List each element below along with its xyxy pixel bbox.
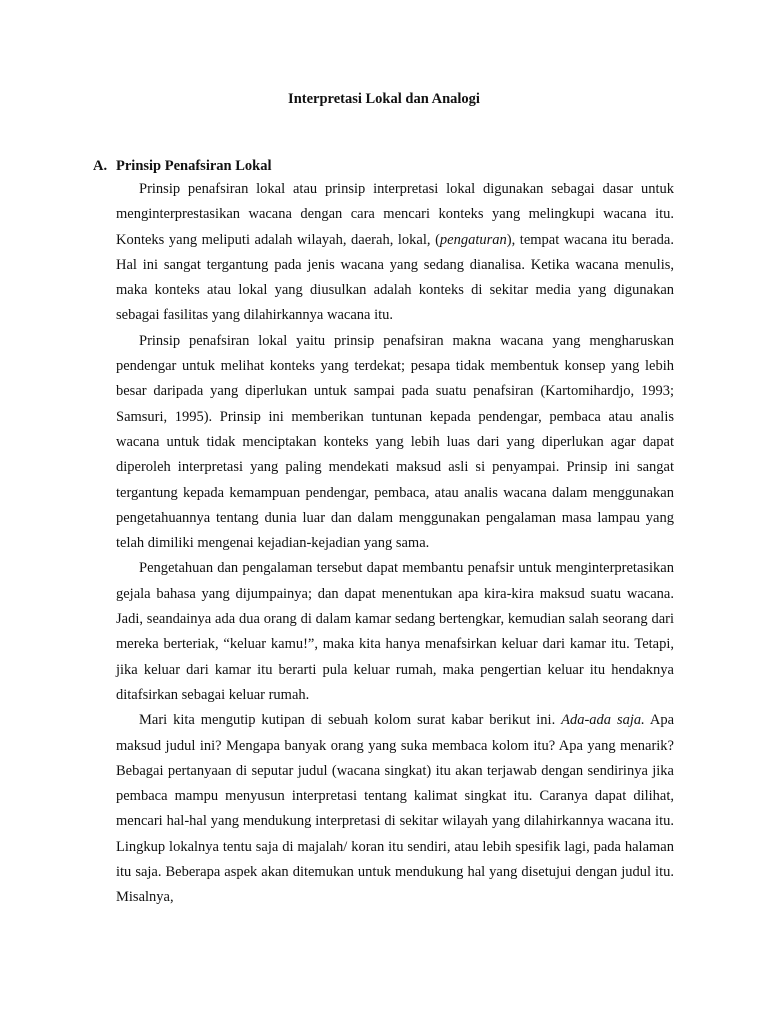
section-letter: A.	[93, 158, 108, 174]
paragraph-2: Prinsip penafsiran lokal yaitu prinsip penafsiran makna wacana yang mengharuskan pendengar untuk melihat konteks yang terdekat; pesapa tidak membentuk konsep yang lebih besar daripada yang diperlukan untuk sampai pada suatu penafsiran (Kartomihardjo, 1993; Samsuri, 1995). Prinsip ini memberikan tuntunan kepada pendengar, pembaca atau analis wacana untuk tidak menciptakan konteks yang lebih luas dari yang diperlukan agar dapat diperoleh interpretasi yang paling mendekati maksud asli si penyampai. Prinsip ini sangat tergantung kepada kemampuan pendengar, pembaca, atau analis wacana dalam menggunakan pengetahuannya tentang dunia luar dan dalam menggunakan pengalaman masa lampau yang telah dimiliki mengenai kejadian-kejadian yang sama.	[116, 332, 674, 552]
section-heading	[93, 156, 272, 176]
section-heading-text: Prinsip Penafsiran Lokal	[116, 158, 272, 174]
paragraph-1: Prinsip penafsiran lokal atau prinsip interpretasi lokal digunakan sebagai dasar untuk menginterprestasikan wacana dengan cara mencari konteks yang melingkupi wacana itu. Konteks yang meliputi adalah wilayah, daerah, lokal, (pengaturan), tempat wacana itu berada. Hal ini sangat tergantung pada jenis wacana yang sedang dianalisa. Ketika wacana menulis, maka konteks atau lokal yang diusulkan adalah konteks di sekitar media yang digunakan sebagai fasilitas yang dilahirkannya wacana itu.	[116, 181, 674, 324]
section-body	[116, 177, 674, 911]
italic-term: pengaturan	[439, 231, 507, 248]
paragraph-4: Mari kita mengutip kutipan di sebuah kolom surat kabar berikut ini. Ada-ada saja. Apa maksud judul ini? Mengapa banyak orang yang suka membaca kolom itu? Apa yang menarik? Bebagai pertanyaan di seputar judul (wacana singkat) itu akan terjawab dengan sendirinya jika pembaca mampu menyusun interpretasi tentang kalimat singkat itu. Caranya dapat dilihat, mencari hal-hal yang mendukung interpretasi di sekitar wilayah yang dilahirkannya wacana itu. Lingkup lokalnya tentu saja di majalah/ koran itu sendiri, atau lebih spesifik lagi, pada halaman itu saja. Beberapa aspek akan ditemukan untuk mendukung hal yang disetujui dengan judul itu. Misalnya,	[116, 712, 675, 906]
paragraph-3: Pengetahuan dan pengalaman tersebut dapat membantu penafsir untuk menginterpretasikan gejala bahasa yang dijumpainya; dan dapat menentukan apa kira-kira maksud suatu wacana. Jadi, seandainya ada dua orang di dalam kamar sedang bertengkar, kemudian salah seorang dari mereka berteriak, “keluar kamu!”, maka kita hanya menafsirkan keluar dari kamar itu. Tetapi, jika keluar dari kamar itu berarti pula keluar rumah, maka pengertian keluar itu hendaknya ditafsirkan sebagai keluar rumah.	[116, 560, 674, 703]
document-title: Interpretasi Lokal dan Analogi	[288, 91, 480, 107]
italic-quote: Ada-ada saja.	[561, 712, 645, 729]
